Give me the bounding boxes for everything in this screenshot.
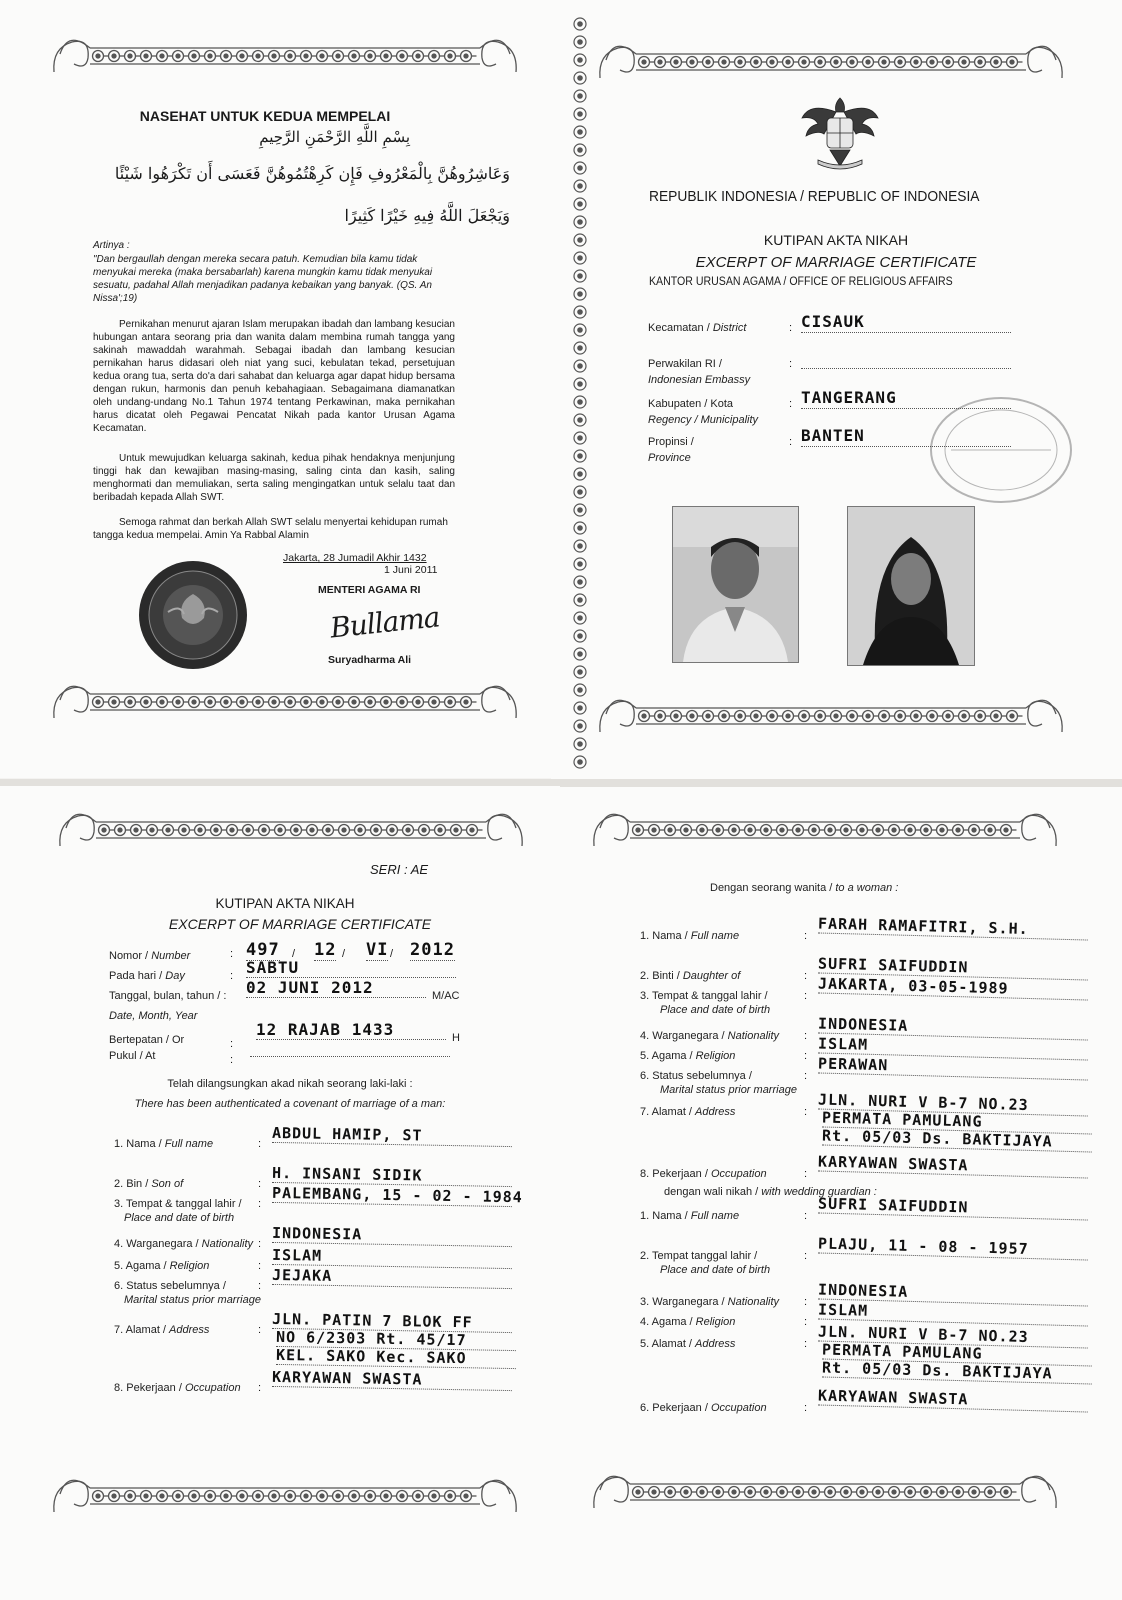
field-label: 8. Pekerjaan / Occupation	[114, 1382, 241, 1394]
field-colon: :	[804, 1050, 808, 1062]
certificate-husband-page	[0, 786, 560, 1600]
artinya-label: Artinya :	[93, 240, 130, 251]
field-colon: :	[804, 930, 808, 942]
field-value: JLN. PATIN 7 BLOK FF	[272, 1310, 512, 1333]
field-label: 4. Agama / Religion	[640, 1316, 736, 1328]
minister-title: MENTERI AGAMA RI	[318, 584, 421, 596]
date-suffix: M/AC	[432, 990, 460, 1002]
field-label: 5. Agama / Religion	[640, 1050, 736, 1062]
field-label: 3. Tempat & tanggal lahir / Place and date of birth	[640, 990, 771, 1016]
field-value: KARYAWAN SWASTA	[818, 1152, 1088, 1178]
coincide-colons: : :	[230, 1038, 234, 1066]
ornament-border-top	[56, 800, 526, 852]
field-value: H. INSANI SIDIK	[272, 1164, 512, 1187]
wife-intro: Dengan seorang wanita / to a woman :	[710, 882, 899, 894]
location-field-label: Kecamatan / District	[648, 322, 747, 334]
location-field-label: Kabupaten / Kota Regency / Municipality	[648, 398, 759, 426]
advice-page	[0, 0, 551, 778]
location-field-colon: :	[789, 322, 793, 334]
field-label: 7. Alamat / Address	[114, 1324, 210, 1336]
republic-heading: REPUBLIK INDONESIA / REPUBLIC OF INDONESIA	[649, 188, 980, 205]
location-field-value: CISAUK	[801, 312, 1011, 333]
location-field-label: Propinsi / Province	[648, 436, 694, 464]
field-value: PERAWAN	[818, 1054, 1088, 1080]
field-colon: :	[804, 1030, 808, 1042]
location-field-label: Perwakilan RI / Indonesian Embassy	[648, 358, 751, 386]
quran-verse-line-1: وَعَاشِرُوهُنَّ بِالْمَعْرُوفِ فَإِن كَرِهْتُمُوهُنَّ فَعَسَى أَن تَكْرَهُوا شَيْئًا	[114, 164, 510, 183]
field-colon: :	[258, 1260, 262, 1272]
field-value: JLN. NURI V B-7 NO.23	[818, 1322, 1088, 1348]
day-value: SABTU	[246, 958, 456, 978]
advice-title: NASEHAT UNTUK KEDUA MEMPELAI	[139, 108, 391, 124]
advice-paragraph-1: Pernikahan menurut ajaran Islam merupakan ibadah dan lambang kesucian hubungan antara seorang pria dan wanita dalam membina rumah tangga yang sakinah mawaddah warahmah. Sebagai ibadah dan lambang kesucian pernikahan harus didasari oleh niat yang suci, kebulatan tekad, persetujuan kedua orang tua, serta do'a dari sahabat dan keluarga agar dapat hidup bersama dengan rukun, harmonis dan penuh kebahagiaan. Sebagaimana diamanatkan oleh undang-undang No.1 Tahun 1974 tentang Perkawinan, maka pernikahan harus dicatat oleh Pegawai Pencatat Nikah pada kantor Urusan Agama Kecamatan.	[93, 319, 455, 434]
number-label: Nomor / Number	[109, 950, 191, 962]
field-colon: :	[258, 1238, 262, 1250]
field-colon: :	[804, 1168, 808, 1180]
ornament-border-bottom	[590, 1462, 1060, 1514]
certificate-cover-page	[551, 0, 1122, 790]
field-value: SUFRI SAIFUDDIN	[818, 954, 1088, 980]
field-colon: :	[804, 970, 808, 982]
field-colon: :	[804, 1070, 808, 1082]
location-field-colon: :	[789, 436, 793, 448]
field-colon: :	[804, 1316, 808, 1328]
advice-paragraph-3: Semoga rahmat dan berkah Allah SWT selalu menyertai kehidupan rumah tangga kedua mempelai. Amin Ya Rabbal Alamin	[93, 517, 448, 541]
field-label: 2. Bin / Son of	[114, 1178, 184, 1190]
husband-intro: Telah dilangsungkan akad nikah seorang laki-laki :	[167, 1078, 413, 1090]
hijri-suffix: H	[452, 1032, 460, 1044]
field-value: JAKARTA, 03-05-1989	[818, 974, 1088, 1000]
field-value: PERMATA PAMULANG	[822, 1108, 1092, 1134]
field-colon: :	[258, 1280, 262, 1292]
title-indonesian: KUTIPAN AKTA NIKAH	[215, 896, 355, 911]
field-label: 4. Warganegara / Nationality	[114, 1238, 254, 1250]
office-heading: KANTOR URUSAN AGAMA / OFFICE OF RELIGIOUS AFFAIRS	[649, 276, 953, 288]
groom-photo	[672, 506, 799, 663]
field-label: 3. Warganegara / Nationality	[640, 1296, 780, 1308]
husband-intro-en: There has been authenticated a covenant of marriage of a man:	[134, 1098, 446, 1110]
ornament-border-left	[567, 16, 593, 776]
title-indonesian: KUTIPAN AKTA NIKAH	[763, 232, 909, 248]
field-colon: :	[258, 1138, 262, 1150]
field-value: NO 6/2303 Rt. 45/17	[276, 1328, 516, 1351]
field-value: PERMATA PAMULANG	[822, 1340, 1092, 1366]
field-colon: :	[258, 1382, 262, 1394]
field-value: INDONESIA	[818, 1014, 1088, 1040]
ministry-seal	[138, 560, 248, 670]
advice-paragraph-2: Untuk mewujudkan keluarga sakinah, kedua pihak hendaknya menjunjung tinggi hak dan kewajiban masing-masing, saling cinta dan kasih, saling menghormati dan memuliakan, serta saling mengingatkan untuk selalu taat dan beribadah kepada Allah SWT.	[93, 453, 455, 503]
ornament-border-bottom	[50, 1466, 520, 1518]
field-colon: :	[804, 1106, 808, 1118]
title-english: EXCERPT OF MARRIAGE CERTIFICATE	[695, 254, 977, 271]
field-label: 2. Binti / Daughter of	[640, 970, 741, 982]
ornament-border-top	[590, 800, 1060, 852]
field-value: PALEMBANG, 15 - 02 - 1984	[271, 1183, 523, 1207]
translation-text: "Dan bergaullah dengan mereka secara patuh. Kemudian bila kamu tidak menyukai mereka (maka bersabarlah) karena mungkin kamu tidak menyukai sesuatu, padahal Allah menjadikan padanya kebaikan yang banyak. (QS. An Nissa';19)	[93, 254, 433, 304]
guardian-intro: dengan wali nikah / with wedding guardian :	[664, 1186, 877, 1198]
bride-photo	[847, 506, 975, 666]
field-value: ISLAM	[272, 1246, 512, 1269]
certificate-wife-page	[560, 790, 1122, 1600]
field-label: 1. Nama / Full name	[640, 1210, 740, 1222]
location-field-colon: :	[789, 398, 793, 410]
location-field-value	[801, 348, 1011, 369]
date-line-hijri: Jakarta, 28 Jumadil Akhir 1432	[283, 552, 427, 564]
field-value: SUFRI SAIFUDDIN	[818, 1194, 1088, 1220]
field-label: 1. Nama / Full name	[640, 930, 740, 942]
ornament-border-top	[50, 26, 520, 78]
field-value: JEJAKA	[272, 1266, 512, 1289]
field-colon: :	[804, 1402, 808, 1414]
series-label: SERI : AE	[370, 862, 429, 877]
date-label-en: Date, Month, Year	[109, 1010, 198, 1022]
field-label: 7. Alamat / Address	[640, 1106, 736, 1118]
field-value: ISLAM	[818, 1300, 1088, 1326]
field-value: JLN. NURI V B-7 NO.23	[818, 1090, 1088, 1116]
location-field-colon: :	[789, 358, 793, 370]
field-value: FARAH RAMAFITRI, S.H.	[818, 914, 1088, 940]
field-value: PLAJU, 11 - 08 - 1957	[818, 1234, 1088, 1260]
certificate-number: : 497 / 12 / VI / 2012	[230, 940, 455, 960]
field-value: Rt. 05/03 Ds. BAKTIJAYA	[822, 1126, 1092, 1152]
minister-signature: Bullama	[328, 600, 441, 645]
date-value: 02 JUNI 2012	[246, 978, 426, 998]
field-label: 6. Status sebelumnya / Marital status prior marriage	[640, 1070, 797, 1096]
day-colon: :	[230, 970, 234, 982]
field-colon: :	[804, 1210, 808, 1222]
field-label: 8. Pekerjaan / Occupation	[640, 1168, 767, 1180]
coincide-label: Bertepatan / Or	[109, 1034, 185, 1046]
ornament-border-top	[596, 32, 1066, 84]
field-value: KEL. SAKO Kec. SAKO	[276, 1346, 516, 1369]
ornament-border-bottom	[50, 672, 520, 724]
field-colon: :	[804, 990, 808, 1002]
field-colon: :	[804, 1338, 808, 1350]
day-label: Pada hari / Day	[109, 970, 185, 982]
field-value: INDONESIA	[272, 1224, 512, 1247]
field-colon: :	[258, 1178, 262, 1190]
field-value: ISLAM	[818, 1034, 1088, 1060]
field-label: 6. Status sebelumnya / Marital status prior marriage	[114, 1280, 261, 1306]
title-english: EXCERPT OF MARRIAGE CERTIFICATE	[168, 916, 432, 932]
field-value: KARYAWAN SWASTA	[272, 1368, 512, 1391]
field-value: Rt. 05/03 Ds. BAKTIJAYA	[822, 1358, 1092, 1384]
field-label: 5. Alamat / Address	[640, 1338, 736, 1350]
field-colon: :	[804, 1250, 808, 1262]
hijri-date-value: 12 RAJAB 1433	[256, 1020, 446, 1040]
field-label: 6. Pekerjaan / Occupation	[640, 1402, 767, 1414]
field-value: ABDUL HAMIP, ST	[272, 1124, 512, 1147]
quran-verse-line-2: وَيَجْعَلَ اللَّهُ فِيهِ خَيْرًا كَثِيرًا	[344, 206, 510, 225]
field-colon: :	[258, 1198, 262, 1210]
time-label: Pukul / At	[109, 1050, 156, 1062]
field-label: 4. Warganegara / Nationality	[640, 1030, 780, 1042]
location-field-value: TANGERANG	[801, 388, 1011, 409]
location-field-value: BANTEN	[801, 426, 1011, 447]
date-line-gregorian: 1 Juni 2011	[384, 564, 438, 576]
field-colon: :	[258, 1324, 262, 1336]
field-label: 3. Tempat & tanggal lahir / Place and date of birth	[114, 1198, 242, 1224]
field-label: 2. Tempat tanggal lahir / Place and date of birth	[640, 1250, 771, 1276]
field-colon: :	[804, 1296, 808, 1308]
minister-name: Suryadharma Ali	[328, 654, 412, 666]
basmala: بِسْمِ اللَّهِ الرَّحْمَنِ الرَّحِيمِ	[259, 128, 410, 146]
ornament-border-bottom	[596, 686, 1066, 738]
date-label: Tanggal, bulan, tahun / :	[109, 990, 227, 1002]
field-value: KARYAWAN SWASTA	[818, 1386, 1088, 1412]
field-label: 1. Nama / Full name	[114, 1138, 214, 1150]
garuda-emblem	[800, 94, 880, 170]
field-value: INDONESIA	[818, 1280, 1088, 1306]
field-label: 5. Agama / Religion	[114, 1260, 210, 1272]
time-value-line	[250, 1056, 450, 1057]
